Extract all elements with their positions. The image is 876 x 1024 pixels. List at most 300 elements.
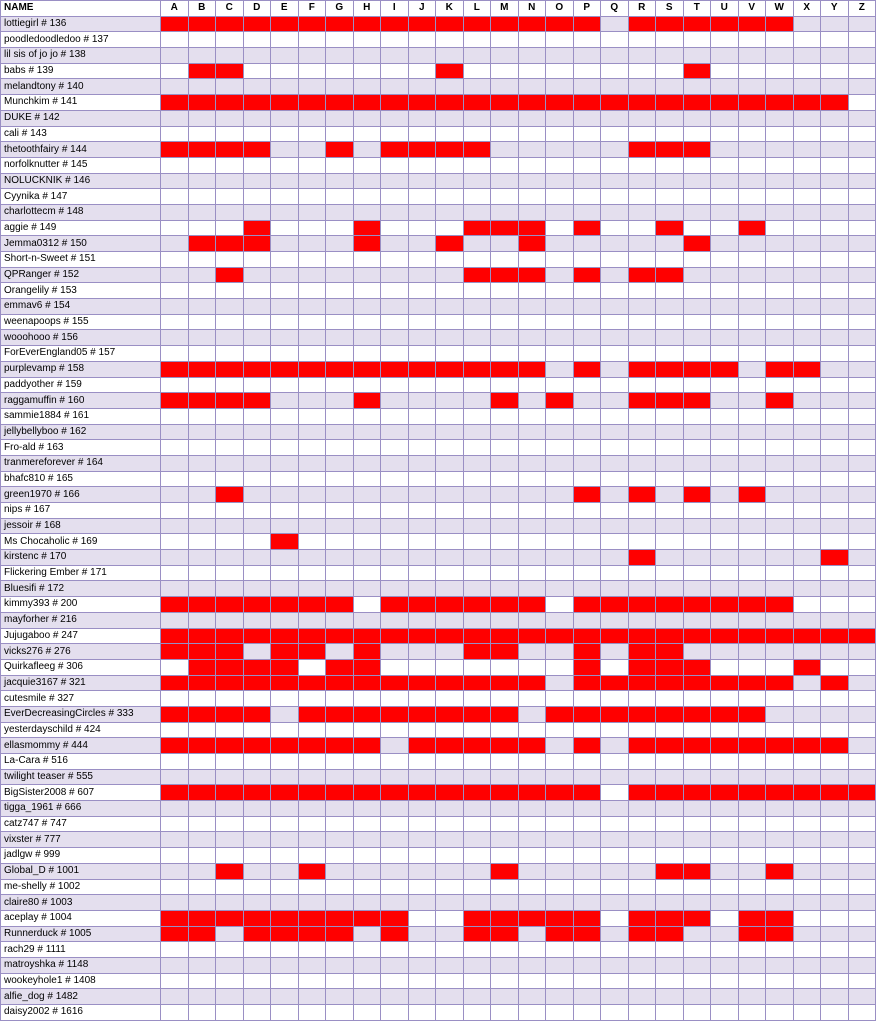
letter-cell-filled bbox=[683, 910, 711, 926]
letter-cell-filled bbox=[738, 220, 766, 236]
table-row bbox=[1, 910, 876, 926]
participant-name: weenapoops # 155 bbox=[1, 314, 161, 330]
letter-cell-empty bbox=[546, 957, 574, 973]
letter-cell-empty bbox=[738, 283, 766, 299]
letter-cell-empty bbox=[518, 691, 546, 707]
letter-cell-empty bbox=[546, 330, 574, 346]
letter-cell-empty bbox=[326, 63, 354, 79]
letter-cell-empty bbox=[738, 346, 766, 362]
letter-cell-empty bbox=[326, 455, 354, 471]
letter-cell-filled bbox=[738, 95, 766, 111]
letter-cell-filled bbox=[573, 785, 601, 801]
letter-cell-empty bbox=[848, 895, 876, 911]
letter-cell-filled bbox=[683, 393, 711, 409]
letter-cell-empty bbox=[436, 157, 464, 173]
letter-cell-empty bbox=[161, 440, 189, 456]
letter-cell-empty bbox=[271, 550, 299, 566]
letter-cell-empty bbox=[656, 346, 684, 362]
letter-cell-empty bbox=[546, 189, 574, 205]
letter-cell-empty bbox=[656, 534, 684, 550]
letter-cell-empty bbox=[491, 895, 519, 911]
letter-cell-empty bbox=[463, 79, 491, 95]
letter-cell-empty bbox=[436, 816, 464, 832]
letter-cell-empty bbox=[463, 754, 491, 770]
participant-name: matroyshka # 1148 bbox=[1, 957, 161, 973]
letter-cell-empty bbox=[601, 895, 629, 911]
letter-cell-filled bbox=[188, 785, 216, 801]
letter-cell-empty bbox=[573, 204, 601, 220]
participant-name: bhafc810 # 165 bbox=[1, 471, 161, 487]
letter-cell-filled bbox=[243, 16, 271, 32]
letter-cell-empty bbox=[381, 503, 409, 519]
letter-cell-empty bbox=[683, 330, 711, 346]
letter-cell-empty bbox=[628, 32, 656, 48]
letter-cell-empty bbox=[463, 487, 491, 503]
letter-cell-empty bbox=[601, 173, 629, 189]
letter-cell-empty bbox=[381, 252, 409, 268]
letter-cell-empty bbox=[188, 895, 216, 911]
letter-cell-empty bbox=[601, 581, 629, 597]
letter-cell-empty bbox=[766, 408, 794, 424]
letter-cell-filled bbox=[601, 597, 629, 613]
letter-cell-empty bbox=[518, 565, 546, 581]
letter-cell-empty bbox=[518, 989, 546, 1005]
letter-cell-empty bbox=[326, 863, 354, 879]
letter-cell-empty bbox=[298, 895, 326, 911]
letter-cell-empty bbox=[436, 989, 464, 1005]
letter-cell-empty bbox=[738, 126, 766, 142]
letter-cell-empty bbox=[271, 518, 299, 534]
letter-cell-empty bbox=[738, 879, 766, 895]
letter-cell-empty bbox=[601, 801, 629, 817]
participant-name: jacquie3167 # 321 bbox=[1, 675, 161, 691]
letter-cell-filled bbox=[738, 910, 766, 926]
letter-cell-empty bbox=[353, 487, 381, 503]
letter-cell-filled bbox=[408, 706, 436, 722]
letter-cell-empty bbox=[821, 832, 849, 848]
letter-cell-empty bbox=[353, 173, 381, 189]
letter-cell-empty bbox=[271, 189, 299, 205]
letter-cell-empty bbox=[518, 581, 546, 597]
letter-cell-empty bbox=[628, 189, 656, 205]
letter-cell-filled bbox=[271, 361, 299, 377]
table-row bbox=[1, 487, 876, 503]
letter-cell-filled bbox=[601, 675, 629, 691]
letter-cell-empty bbox=[793, 801, 821, 817]
participant-name: Bluesifi # 172 bbox=[1, 581, 161, 597]
letter-cell-empty bbox=[436, 895, 464, 911]
letter-cell-empty bbox=[298, 503, 326, 519]
letter-cell-empty bbox=[271, 424, 299, 440]
letter-cell-empty bbox=[821, 518, 849, 534]
letter-cell-filled bbox=[436, 597, 464, 613]
letter-cell-filled bbox=[353, 628, 381, 644]
letter-cell-empty bbox=[546, 252, 574, 268]
letter-cell-empty bbox=[271, 942, 299, 958]
letter-cell-empty bbox=[436, 487, 464, 503]
letter-cell-empty bbox=[793, 1005, 821, 1021]
letter-cell-empty bbox=[326, 408, 354, 424]
letter-cell-empty bbox=[821, 126, 849, 142]
letter-cell-empty bbox=[326, 157, 354, 173]
table-row bbox=[1, 597, 876, 613]
letter-cell-empty bbox=[216, 518, 244, 534]
letter-cell-empty bbox=[353, 534, 381, 550]
letter-cell-empty bbox=[381, 863, 409, 879]
letter-cell-empty bbox=[711, 801, 739, 817]
letter-cell-filled bbox=[463, 597, 491, 613]
letter-cell-empty bbox=[628, 816, 656, 832]
letter-cell-empty bbox=[298, 267, 326, 283]
letter-cell-empty bbox=[848, 455, 876, 471]
letter-cell-empty bbox=[546, 879, 574, 895]
letter-cell-empty bbox=[463, 189, 491, 205]
letter-cell-empty bbox=[821, 801, 849, 817]
letter-cell-filled bbox=[491, 785, 519, 801]
letter-cell-empty bbox=[711, 299, 739, 315]
letter-cell-empty bbox=[821, 487, 849, 503]
letter-cell-empty bbox=[738, 361, 766, 377]
letter-cell-empty bbox=[243, 722, 271, 738]
table-row bbox=[1, 142, 876, 158]
letter-cell-empty bbox=[353, 957, 381, 973]
participant-name: poodledoodledoo # 137 bbox=[1, 32, 161, 48]
participant-name: tranmereforever # 164 bbox=[1, 455, 161, 471]
letter-cell-filled bbox=[408, 738, 436, 754]
letter-cell-empty bbox=[821, 361, 849, 377]
letter-cell-empty bbox=[628, 79, 656, 95]
letter-cell-empty bbox=[216, 926, 244, 942]
letter-cell-empty bbox=[656, 236, 684, 252]
letter-cell-filled bbox=[216, 267, 244, 283]
letter-cell-empty bbox=[518, 377, 546, 393]
letter-cell-empty bbox=[161, 330, 189, 346]
letter-cell-empty bbox=[271, 612, 299, 628]
letter-cell-empty bbox=[683, 346, 711, 362]
letter-cell-empty bbox=[271, 126, 299, 142]
letter-cell-empty bbox=[546, 424, 574, 440]
letter-cell-empty bbox=[573, 440, 601, 456]
letter-cell-empty bbox=[711, 283, 739, 299]
participant-name: vicks276 # 276 bbox=[1, 644, 161, 660]
participant-name: NOLUCKNIK # 146 bbox=[1, 173, 161, 189]
letter-cell-empty bbox=[766, 973, 794, 989]
letter-cell-empty bbox=[821, 895, 849, 911]
letter-cell-empty bbox=[271, 816, 299, 832]
letter-cell-empty bbox=[216, 895, 244, 911]
letter-cell-empty bbox=[408, 377, 436, 393]
participant-name: babs # 139 bbox=[1, 63, 161, 79]
letter-cell-empty bbox=[326, 173, 354, 189]
letter-cell-empty bbox=[821, 63, 849, 79]
letter-cell-empty bbox=[463, 63, 491, 79]
letter-cell-empty bbox=[298, 1005, 326, 1021]
letter-cell-empty bbox=[738, 581, 766, 597]
letter-cell-empty bbox=[353, 612, 381, 628]
letter-cell-empty bbox=[573, 518, 601, 534]
letter-cell-filled bbox=[408, 142, 436, 158]
letter-cell-empty bbox=[161, 659, 189, 675]
letter-cell-empty bbox=[188, 816, 216, 832]
letter-cell-empty bbox=[793, 48, 821, 64]
letter-cell-empty bbox=[793, 518, 821, 534]
participant-name: purplevamp # 158 bbox=[1, 361, 161, 377]
letter-cell-empty bbox=[463, 314, 491, 330]
letter-cell-filled bbox=[408, 95, 436, 111]
participant-name: yesterdayschild # 424 bbox=[1, 722, 161, 738]
letter-cell-empty bbox=[546, 895, 574, 911]
letter-cell-filled bbox=[188, 910, 216, 926]
letter-cell-filled bbox=[381, 785, 409, 801]
letter-column-header: R bbox=[628, 1, 656, 17]
letter-cell-empty bbox=[738, 393, 766, 409]
letter-cell-empty bbox=[848, 330, 876, 346]
letter-cell-empty bbox=[821, 236, 849, 252]
letter-cell-filled bbox=[216, 706, 244, 722]
letter-column-header: Y bbox=[821, 1, 849, 17]
letter-cell-empty bbox=[161, 503, 189, 519]
letter-cell-empty bbox=[711, 832, 739, 848]
letter-cell-empty bbox=[188, 314, 216, 330]
letter-cell-empty bbox=[298, 832, 326, 848]
participant-name: cutesmile # 327 bbox=[1, 691, 161, 707]
letter-cell-empty bbox=[628, 346, 656, 362]
letter-cell-empty bbox=[436, 534, 464, 550]
letter-cell-empty bbox=[216, 110, 244, 126]
letter-cell-empty bbox=[381, 408, 409, 424]
letter-cell-empty bbox=[766, 252, 794, 268]
letter-cell-empty bbox=[188, 612, 216, 628]
letter-cell-empty bbox=[601, 832, 629, 848]
letter-cell-empty bbox=[381, 612, 409, 628]
letter-cell-filled bbox=[381, 95, 409, 111]
letter-cell-empty bbox=[243, 691, 271, 707]
letter-cell-filled bbox=[243, 706, 271, 722]
letter-cell-empty bbox=[518, 330, 546, 346]
participant-name: jadlgw # 999 bbox=[1, 848, 161, 864]
participant-name: mayforher # 216 bbox=[1, 612, 161, 628]
table-row bbox=[1, 863, 876, 879]
letter-cell-empty bbox=[381, 879, 409, 895]
letter-cell-empty bbox=[408, 252, 436, 268]
letter-cell-empty bbox=[463, 252, 491, 268]
letter-cell-empty bbox=[243, 1005, 271, 1021]
letter-cell-empty bbox=[793, 173, 821, 189]
letter-cell-empty bbox=[683, 848, 711, 864]
letter-cell-empty bbox=[793, 440, 821, 456]
letter-cell-empty bbox=[271, 503, 299, 519]
letter-cell-empty bbox=[628, 204, 656, 220]
letter-cell-empty bbox=[381, 157, 409, 173]
letter-cell-empty bbox=[821, 769, 849, 785]
letter-cell-empty bbox=[326, 612, 354, 628]
table-row bbox=[1, 612, 876, 628]
letter-cell-empty bbox=[463, 973, 491, 989]
letter-cell-empty bbox=[601, 942, 629, 958]
letter-cell-empty bbox=[683, 769, 711, 785]
letter-cell-empty bbox=[271, 581, 299, 597]
letter-cell-empty bbox=[601, 63, 629, 79]
letter-cell-empty bbox=[436, 769, 464, 785]
letter-cell-empty bbox=[463, 801, 491, 817]
letter-cell-empty bbox=[848, 816, 876, 832]
letter-cell-empty bbox=[326, 424, 354, 440]
letter-cell-filled bbox=[628, 597, 656, 613]
letter-cell-empty bbox=[353, 299, 381, 315]
letter-cell-empty bbox=[518, 973, 546, 989]
letter-cell-empty bbox=[161, 63, 189, 79]
letter-cell-empty bbox=[298, 48, 326, 64]
letter-cell-empty bbox=[463, 126, 491, 142]
letter-cell-empty bbox=[436, 518, 464, 534]
letter-cell-empty bbox=[573, 48, 601, 64]
letter-cell-filled bbox=[848, 785, 876, 801]
letter-cell-empty bbox=[408, 769, 436, 785]
letter-cell-filled bbox=[491, 628, 519, 644]
letter-cell-empty bbox=[298, 612, 326, 628]
letter-cell-empty bbox=[766, 644, 794, 660]
letter-cell-empty bbox=[463, 173, 491, 189]
letter-cell-empty bbox=[518, 816, 546, 832]
letter-cell-filled bbox=[683, 361, 711, 377]
letter-cell-empty bbox=[711, 157, 739, 173]
letter-cell-empty bbox=[243, 534, 271, 550]
letter-cell-filled bbox=[491, 597, 519, 613]
letter-cell-empty bbox=[573, 63, 601, 79]
letter-cell-empty bbox=[188, 722, 216, 738]
participant-name: alfie_dog # 1482 bbox=[1, 989, 161, 1005]
letter-cell-empty bbox=[711, 612, 739, 628]
letter-cell-empty bbox=[161, 346, 189, 362]
letter-cell-empty bbox=[711, 816, 739, 832]
letter-cell-empty bbox=[463, 48, 491, 64]
letter-cell-empty bbox=[463, 299, 491, 315]
letter-cell-empty bbox=[188, 471, 216, 487]
letter-cell-empty bbox=[326, 832, 354, 848]
letter-cell-empty bbox=[216, 471, 244, 487]
letter-cell-filled bbox=[298, 706, 326, 722]
letter-cell-empty bbox=[738, 754, 766, 770]
letter-cell-empty bbox=[463, 534, 491, 550]
letter-cell-empty bbox=[738, 267, 766, 283]
letter-cell-empty bbox=[326, 942, 354, 958]
letter-cell-empty bbox=[353, 142, 381, 158]
letter-cell-empty bbox=[656, 801, 684, 817]
letter-cell-empty bbox=[683, 1005, 711, 1021]
letter-cell-empty bbox=[353, 722, 381, 738]
letter-cell-empty bbox=[463, 283, 491, 299]
letter-cell-filled bbox=[381, 675, 409, 691]
letter-cell-empty bbox=[408, 926, 436, 942]
letter-cell-empty bbox=[793, 16, 821, 32]
letter-cell-empty bbox=[848, 79, 876, 95]
letter-cell-empty bbox=[738, 973, 766, 989]
letter-cell-empty bbox=[793, 455, 821, 471]
letter-cell-empty bbox=[216, 314, 244, 330]
table-row bbox=[1, 550, 876, 566]
letter-cell-empty bbox=[271, 346, 299, 362]
letter-cell-filled bbox=[683, 659, 711, 675]
letter-cell-empty bbox=[738, 142, 766, 158]
letter-cell-empty bbox=[188, 346, 216, 362]
letter-cell-empty bbox=[628, 63, 656, 79]
table-row bbox=[1, 408, 876, 424]
letter-cell-empty bbox=[436, 393, 464, 409]
letter-cell-empty bbox=[683, 299, 711, 315]
letter-cell-empty bbox=[683, 644, 711, 660]
letter-cell-empty bbox=[711, 769, 739, 785]
letter-cell-filled bbox=[463, 738, 491, 754]
letter-cell-empty bbox=[408, 189, 436, 205]
letter-cell-filled bbox=[518, 236, 546, 252]
letter-cell-empty bbox=[243, 283, 271, 299]
letter-cell-empty bbox=[491, 957, 519, 973]
letter-cell-empty bbox=[161, 565, 189, 581]
letter-cell-filled bbox=[298, 644, 326, 660]
letter-cell-filled bbox=[271, 16, 299, 32]
letter-cell-filled bbox=[683, 863, 711, 879]
letter-cell-filled bbox=[628, 487, 656, 503]
letter-cell-empty bbox=[766, 314, 794, 330]
letter-cell-filled bbox=[546, 16, 574, 32]
letter-cell-empty bbox=[326, 377, 354, 393]
letter-cell-empty bbox=[546, 659, 574, 675]
letter-cell-empty bbox=[353, 471, 381, 487]
letter-cell-empty bbox=[216, 691, 244, 707]
letter-cell-empty bbox=[711, 895, 739, 911]
letter-cell-filled bbox=[518, 16, 546, 32]
letter-cell-filled bbox=[766, 785, 794, 801]
letter-cell-filled bbox=[326, 675, 354, 691]
letter-cell-empty bbox=[683, 32, 711, 48]
letter-cell-empty bbox=[573, 816, 601, 832]
letter-cell-filled bbox=[188, 95, 216, 111]
letter-cell-empty bbox=[243, 816, 271, 832]
letter-cell-empty bbox=[298, 79, 326, 95]
letter-cell-empty bbox=[381, 754, 409, 770]
letter-cell-empty bbox=[243, 32, 271, 48]
letter-cell-empty bbox=[216, 252, 244, 268]
letter-cell-empty bbox=[848, 1005, 876, 1021]
letter-cell-filled bbox=[161, 597, 189, 613]
letter-cell-empty bbox=[546, 754, 574, 770]
letter-cell-empty bbox=[601, 769, 629, 785]
letter-cell-empty bbox=[161, 863, 189, 879]
table-row bbox=[1, 79, 876, 95]
participant-name: ForEverEngland05 # 157 bbox=[1, 346, 161, 362]
letter-cell-empty bbox=[656, 79, 684, 95]
letter-cell-empty bbox=[518, 252, 546, 268]
letter-cell-empty bbox=[766, 612, 794, 628]
letter-cell-empty bbox=[408, 518, 436, 534]
letter-cell-empty bbox=[766, 879, 794, 895]
letter-cell-empty bbox=[463, 471, 491, 487]
letter-cell-empty bbox=[628, 769, 656, 785]
letter-cell-empty bbox=[628, 565, 656, 581]
letter-cell-empty bbox=[766, 142, 794, 158]
letter-cell-filled bbox=[298, 95, 326, 111]
letter-cell-empty bbox=[381, 393, 409, 409]
letter-cell-empty bbox=[573, 236, 601, 252]
letter-cell-filled bbox=[491, 220, 519, 236]
letter-cell-empty bbox=[326, 973, 354, 989]
letter-cell-empty bbox=[161, 173, 189, 189]
letter-cell-empty bbox=[188, 32, 216, 48]
letter-cell-empty bbox=[216, 503, 244, 519]
letter-cell-filled bbox=[216, 236, 244, 252]
letter-cell-empty bbox=[381, 957, 409, 973]
letter-cell-empty bbox=[326, 518, 354, 534]
